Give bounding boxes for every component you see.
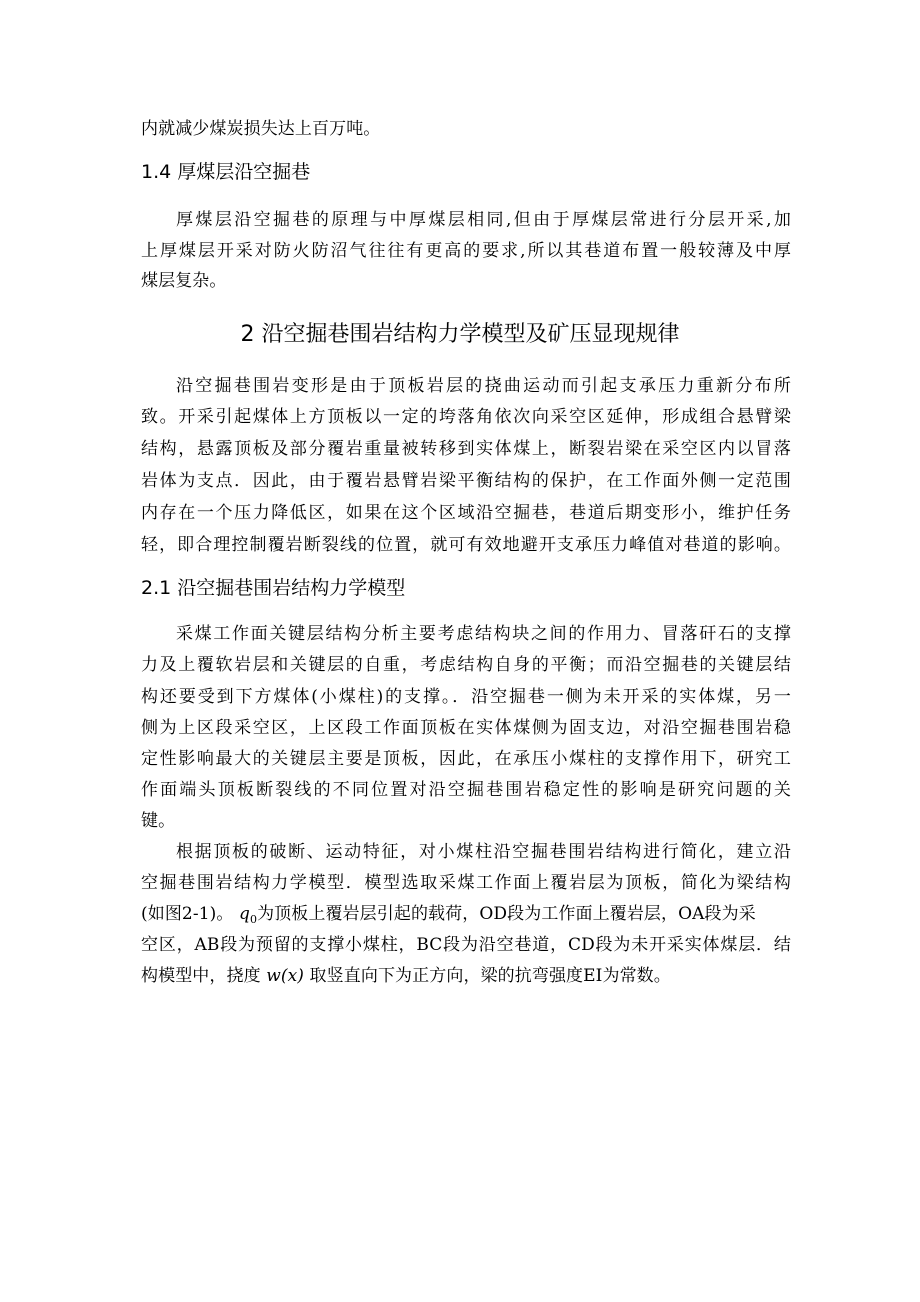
paragraph-line: 结构，悬露顶板及部分覆岩重量被转移到实体煤上，断裂岩梁在采空区内以冒落: [141, 439, 791, 459]
text-line: 内就减少煤炭损失达上百万吨。: [141, 119, 381, 139]
paragraph-line: 键。: [141, 811, 176, 831]
paragraph-line: 厚煤层沿空掘巷的原理与中厚煤层相同,但由于厚煤层常进行分层开采,加: [176, 210, 791, 230]
paragraph-line: 内存在一个压力降低区，如果在这个区域沿空掘巷，巷道后期变形小，维护任务: [141, 503, 791, 523]
paragraph-line: 上厚煤层开采对防火防沼气往往有更高的要求,所以其巷道布置一般较薄及中厚: [141, 241, 791, 261]
text-span: 构模型中，挠度: [141, 966, 261, 986]
paragraph-line: 轻，即合理控制覆岩断裂线的位置，就可有效地避开支承压力峰值对巷道的影响。: [141, 535, 791, 555]
paragraph-line: 侧为上区段采空区，上区段工作面顶板在实体煤侧为固支边，对沿空掘巷围岩稳: [141, 718, 791, 738]
paragraph-line: 岩体为支点．因此，由于覆岩悬臂岩梁平衡结构的保护，在工作面外侧一定范围: [141, 471, 791, 491]
text-span: 取竖直向下为正方向，梁的抗弯强度EI为常数。: [309, 966, 671, 986]
paragraph-line-with-formula: [141, 903, 756, 931]
paragraph-line: 空区，AB段为预留的支撑小煤柱，BC段为沿空巷道，CD段为未开采实体煤层．结: [141, 935, 791, 955]
math-symbol-q: q: [238, 904, 250, 924]
paragraph-line: 采煤工作面关键层结构分析主要考虑结构块之间的作用力、冒落矸石的支撑: [176, 624, 791, 644]
paragraph-line: 沿空掘巷围岩变形是由于顶板岩层的挠曲运动而引起支承压力重新分布所: [176, 376, 791, 396]
paragraph-line: 作面端头顶板断裂线的不同位置对沿空掘巷围岩稳定性的影响是研究问题的关: [141, 780, 791, 800]
paragraph-line: 定性影响最大的关键层主要是顶板，因此，在承压小煤柱的支撑作用下，研究工: [141, 749, 791, 769]
paragraph-line: 煤层复杂。: [141, 271, 227, 291]
text-span: 为顶板上覆岩层引起的载荷，OD段为工作面上覆岩层，OA段为采: [257, 904, 756, 924]
paragraph-line: 空掘巷围岩结构力学模型．模型选取采煤工作面上覆岩层为顶板，简化为梁结构: [141, 873, 791, 893]
formula-q0: [239, 904, 257, 924]
paragraph-line: 致。开采引起煤体上方顶板以一定的垮落角依次向采空区延伸，形成组合悬臂梁: [141, 407, 791, 427]
paragraph-line: 力及上覆软岩层和关键层的自重，考虑结构自身的平衡；而沿空掘巷的关键层结: [141, 655, 791, 675]
section-heading-2-1: 2.1 沿空掘巷围岩结构力学模型: [141, 577, 406, 599]
chapter-heading-2: 2 沿空掘巷围岩结构力学模型及矿压显现规律: [240, 322, 680, 347]
text-span: (如图2-1)。: [141, 904, 234, 924]
math-subscript: 0: [249, 913, 258, 926]
paragraph-line: 构还要受到下方煤体(小煤柱)的支撑。．沿空掘巷一侧为未开采的实体煤，另一: [141, 687, 791, 707]
paragraph-line-with-formula: [141, 965, 671, 987]
formula-wx: w(x): [266, 966, 305, 986]
paragraph-line: 根据顶板的破断、运动特征，对小煤柱沿空掘巷围岩结构进行简化，建立沿: [176, 842, 791, 862]
section-heading-1-4: 1.4 厚煤层沿空掘巷: [141, 161, 311, 183]
